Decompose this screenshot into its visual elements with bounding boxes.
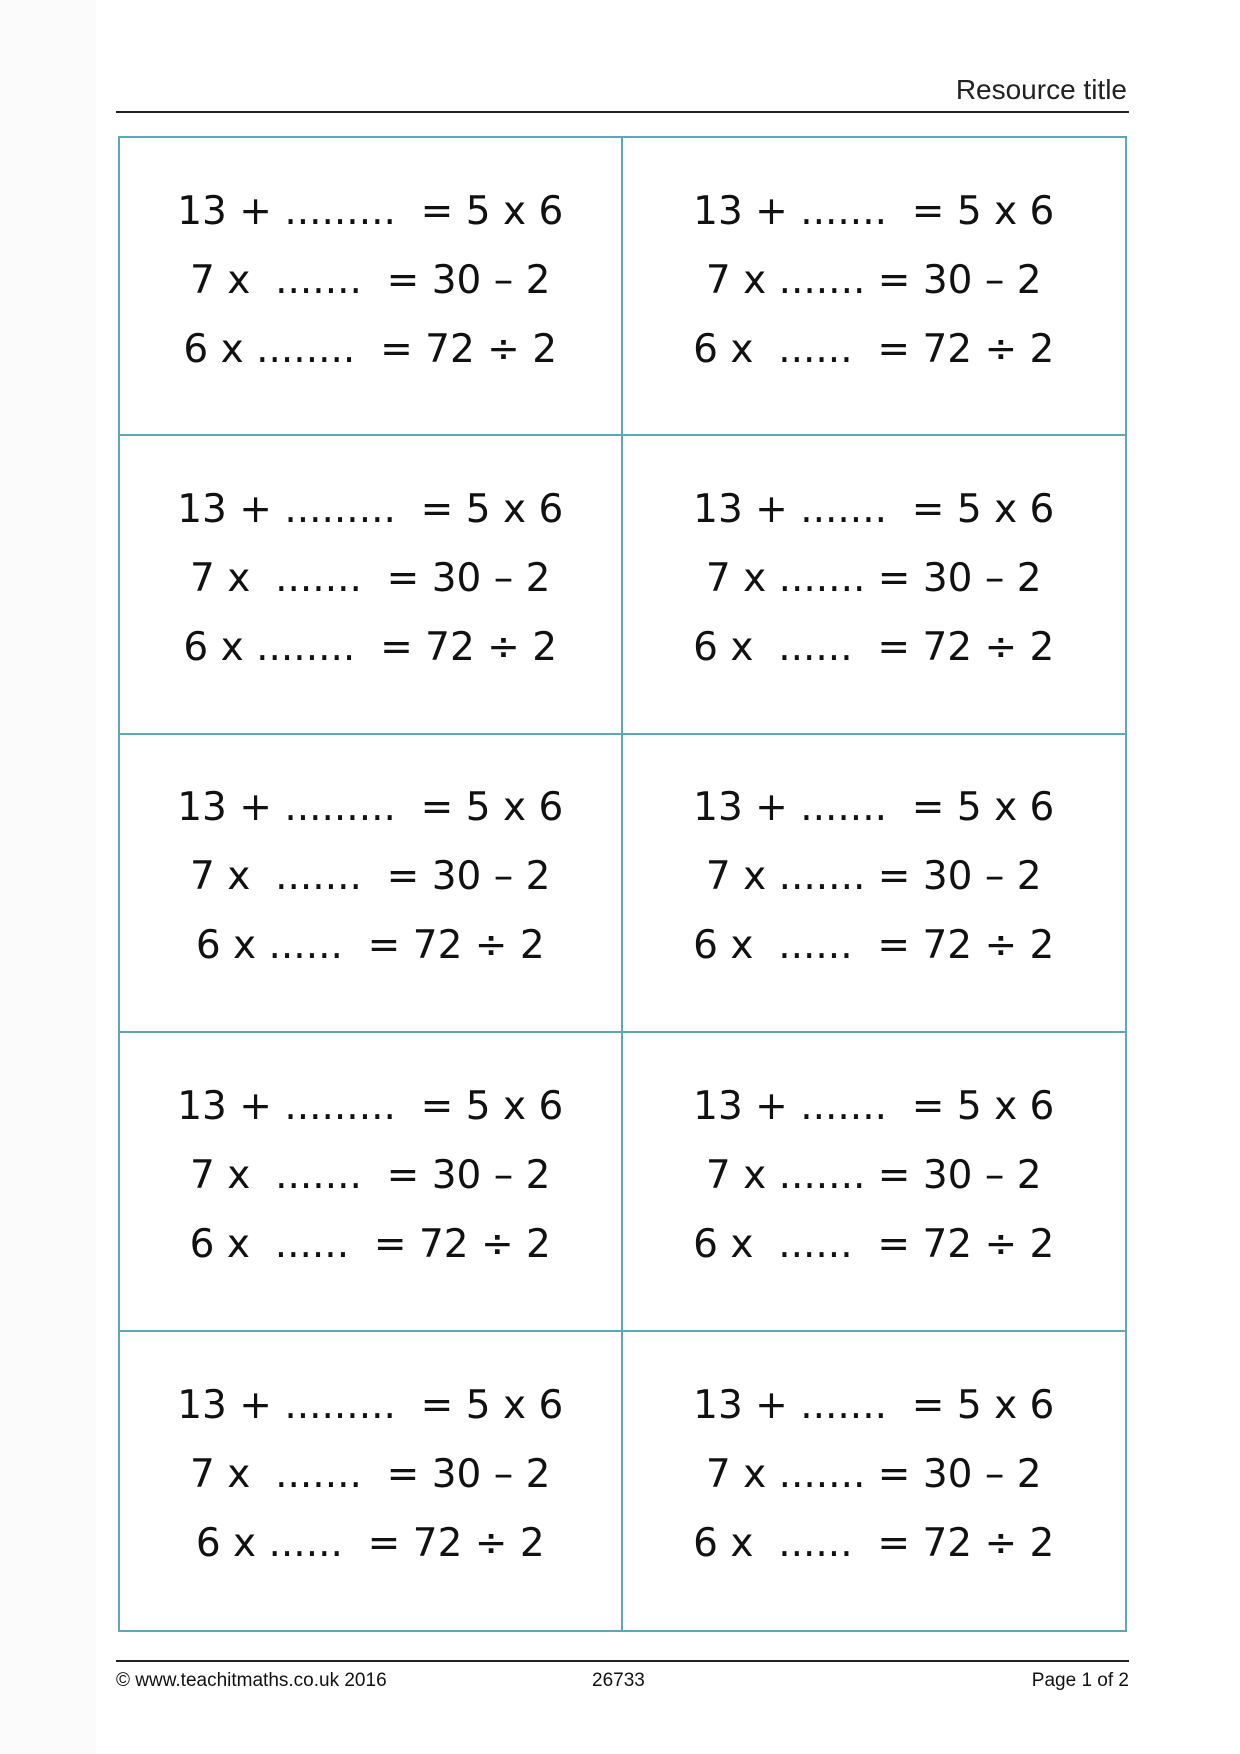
equation-line: 7 x ....... = 30 – 2 xyxy=(705,556,1042,602)
equation-card xyxy=(120,138,623,436)
equation-card xyxy=(623,138,1126,436)
equation-line: 6 x ...... = 72 ÷ 2 xyxy=(693,1221,1055,1267)
equation-line: 7 x ....... = 30 – 2 xyxy=(705,1152,1042,1198)
equation-line: 6 x ...... = 72 ÷ 2 xyxy=(189,1221,551,1267)
equation-line: 13 + ......... = 5 x 6 xyxy=(177,1383,564,1429)
equation-card xyxy=(120,436,623,734)
equation-card xyxy=(623,735,1126,1033)
equation-line: 7 x ....... = 30 – 2 xyxy=(190,257,551,303)
equation-line: 6 x ........ = 72 ÷ 2 xyxy=(183,326,558,372)
equation-line: 13 + ....... = 5 x 6 xyxy=(693,188,1055,234)
page-footer xyxy=(116,1660,1129,1696)
copyright-text: © www.teachitmaths.co.uk 2016 xyxy=(116,1670,387,1691)
equation-line: 6 x ........ = 72 ÷ 2 xyxy=(183,625,558,671)
card-grid xyxy=(118,136,1127,1632)
resource-code: 26733 xyxy=(592,1670,645,1691)
equation-line: 7 x ....... = 30 – 2 xyxy=(190,1152,551,1198)
equation-line: 7 x ....... = 30 – 2 xyxy=(190,854,551,900)
page-header xyxy=(116,70,1129,113)
equation-line: 13 + ......... = 5 x 6 xyxy=(177,785,564,831)
equation-line: 6 x ...... = 72 ÷ 2 xyxy=(693,625,1055,671)
equation-line: 13 + ....... = 5 x 6 xyxy=(693,785,1055,831)
equation-line: 7 x ....... = 30 – 2 xyxy=(705,854,1042,900)
equation-line: 7 x ....... = 30 – 2 xyxy=(705,257,1042,303)
equation-card xyxy=(623,1033,1126,1331)
equation-card xyxy=(623,436,1126,734)
page-margin xyxy=(0,0,96,1754)
equation-line: 13 + ....... = 5 x 6 xyxy=(693,1083,1055,1129)
equation-line: 6 x ...... = 72 ÷ 2 xyxy=(195,1521,545,1567)
equation-card xyxy=(120,1033,623,1331)
equation-line: 6 x ...... = 72 ÷ 2 xyxy=(195,923,545,969)
equation-line: 13 + ....... = 5 x 6 xyxy=(693,487,1055,533)
equation-line: 13 + ....... = 5 x 6 xyxy=(693,1383,1055,1429)
equation-card xyxy=(120,1332,623,1630)
page-number: Page 1 of 2 xyxy=(1031,1670,1129,1691)
equation-line: 7 x ....... = 30 – 2 xyxy=(190,556,551,602)
equation-line: 6 x ...... = 72 ÷ 2 xyxy=(693,326,1055,372)
equation-line: 13 + ......... = 5 x 6 xyxy=(177,1083,564,1129)
resource-title: Resource title xyxy=(955,74,1127,105)
equation-line: 6 x ...... = 72 ÷ 2 xyxy=(693,923,1055,969)
equation-card xyxy=(623,1332,1126,1630)
equation-line: 6 x ...... = 72 ÷ 2 xyxy=(693,1521,1055,1567)
equation-line: 7 x ....... = 30 – 2 xyxy=(705,1452,1042,1498)
equation-line: 13 + ......... = 5 x 6 xyxy=(177,188,564,234)
equation-line: 13 + ......... = 5 x 6 xyxy=(177,487,564,533)
equation-card xyxy=(120,735,623,1033)
equation-line: 7 x ....... = 30 – 2 xyxy=(190,1452,551,1498)
